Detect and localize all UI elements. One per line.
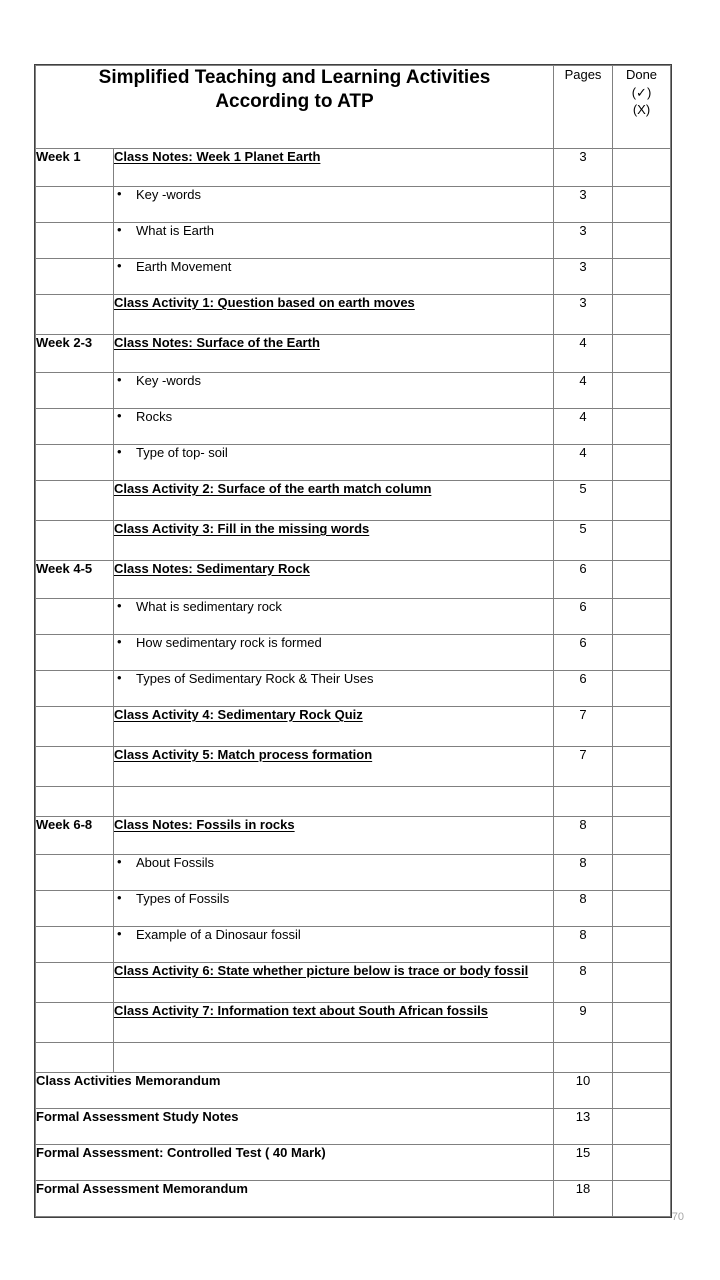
pages-cell: 8 <box>554 927 613 963</box>
done-column-header <box>613 66 671 149</box>
pages-cell: 8 <box>554 963 613 1003</box>
bullet-item: • Types of Sedimentary Rock & Their Uses <box>114 671 553 686</box>
pages-cell: 3 <box>554 295 613 335</box>
table-row <box>36 335 671 373</box>
page-number: 70 <box>671 1211 684 1223</box>
table-row <box>36 817 671 855</box>
table-row <box>36 787 671 817</box>
pages-cell: 5 <box>554 481 613 521</box>
bullet-item: • What is sedimentary rock <box>114 599 553 614</box>
topic-cell <box>114 373 554 409</box>
table-row <box>36 149 671 187</box>
pages-header-label: Pages <box>564 67 602 82</box>
pages-cell: 5 <box>554 521 613 561</box>
table-row <box>36 187 671 223</box>
table-row <box>36 1003 671 1043</box>
table-row <box>36 855 671 891</box>
table-row <box>36 481 671 521</box>
pages-cell: 10 <box>554 1073 613 1109</box>
done-checkbox-cell[interactable] <box>613 817 671 855</box>
table-row <box>36 445 671 481</box>
done-checkbox-cell[interactable] <box>613 1181 671 1217</box>
done-checkbox-cell[interactable] <box>613 671 671 707</box>
pages-cell: 6 <box>554 671 613 707</box>
table-row <box>36 561 671 599</box>
pages-cell: 8 <box>554 891 613 927</box>
bullet-item: • How sedimentary rock is formed <box>114 635 553 650</box>
activity-title: Class Activity 6: State whether picture below is trace or body fossil <box>114 963 529 978</box>
topic-cell <box>114 747 554 787</box>
week-cell: Week 1 <box>36 149 114 187</box>
topic-cell <box>114 481 554 521</box>
week-cell <box>36 373 114 409</box>
table-row <box>36 295 671 335</box>
done-checkbox-cell[interactable] <box>613 1145 671 1181</box>
week-cell <box>36 671 114 707</box>
bullet-item: • What is Earth <box>114 223 553 238</box>
done-checkbox-cell[interactable] <box>613 1003 671 1043</box>
pages-cell: 4 <box>554 409 613 445</box>
activity-title: Class Activity 1: Question based on earth moves <box>114 295 415 310</box>
table-row <box>36 599 671 635</box>
done-checkbox-cell[interactable] <box>613 481 671 521</box>
table-row <box>36 521 671 561</box>
pages-cell: 9 <box>554 1003 613 1043</box>
summary-row <box>36 1145 671 1181</box>
done-header-label: Done <box>625 67 658 82</box>
pages-cell: 7 <box>554 707 613 747</box>
summary-row <box>36 1181 671 1217</box>
topic-cell <box>114 1043 554 1073</box>
pages-cell: 6 <box>554 561 613 599</box>
week-cell <box>36 1043 114 1073</box>
done-checkbox-cell[interactable] <box>613 635 671 671</box>
topic-cell <box>114 187 554 223</box>
summary-label: Formal Assessment Study Notes <box>36 1109 554 1145</box>
table-title-cell <box>36 66 554 149</box>
topic-cell <box>114 335 554 373</box>
topic-cell <box>114 445 554 481</box>
week-cell <box>36 927 114 963</box>
topic-cell <box>114 927 554 963</box>
summary-row <box>36 1073 671 1109</box>
summary-label: Class Activities Memorandum <box>36 1073 554 1109</box>
table-row <box>36 259 671 295</box>
pages-cell: 3 <box>554 187 613 223</box>
topic-cell <box>114 963 554 1003</box>
done-checkbox-cell[interactable] <box>613 409 671 445</box>
bullet-item: • Key -words <box>114 187 553 202</box>
table-row <box>36 707 671 747</box>
topic-cell <box>114 223 554 259</box>
bullet-item: • Example of a Dinosaur fossil <box>114 927 553 942</box>
done-checkbox-cell[interactable] <box>613 561 671 599</box>
week-cell: Week 4-5 <box>36 561 114 599</box>
pages-cell: 8 <box>554 855 613 891</box>
week-cell <box>36 445 114 481</box>
done-checkbox-cell[interactable] <box>613 295 671 335</box>
bullet-item: • Earth Movement <box>114 259 553 274</box>
week-cell <box>36 855 114 891</box>
table-row <box>36 963 671 1003</box>
week-cell <box>36 223 114 259</box>
done-checkbox-cell[interactable] <box>613 521 671 561</box>
week-cell <box>36 259 114 295</box>
atp-activities-table <box>35 65 671 1217</box>
table-title-line2: According to ATP <box>215 90 374 112</box>
week-cell <box>36 891 114 927</box>
table-row <box>36 409 671 445</box>
summary-label: Formal Assessment Memorandum <box>36 1181 554 1217</box>
done-checkbox-cell[interactable] <box>613 335 671 373</box>
topic-cell <box>114 671 554 707</box>
pages-cell: 4 <box>554 335 613 373</box>
week-cell <box>36 187 114 223</box>
done-checkbox-cell[interactable] <box>613 599 671 635</box>
activity-title: Class Notes: Week 1 Planet Earth <box>114 149 321 164</box>
activity-title: Class Activity 2: Surface of the earth match column <box>114 481 432 496</box>
activity-title: Class Notes: Sedimentary Rock <box>114 561 310 576</box>
topic-cell <box>114 891 554 927</box>
table-row <box>36 671 671 707</box>
done-checkbox-cell[interactable] <box>613 373 671 409</box>
week-cell <box>36 635 114 671</box>
bullet-item: • Types of Fossils <box>114 891 553 906</box>
activity-title: Class Activity 3: Fill in the missing words <box>114 521 370 536</box>
pages-cell: 3 <box>554 223 613 259</box>
activity-title: Class Activity 5: Match process formation <box>114 747 373 762</box>
done-checkbox-cell[interactable] <box>613 963 671 1003</box>
topic-cell <box>114 817 554 855</box>
activity-title: Class Activity 7: Information text about South African fossils <box>114 1003 488 1018</box>
pages-cell: 4 <box>554 445 613 481</box>
done-checkbox-cell[interactable] <box>613 707 671 747</box>
week-cell: Week 2-3 <box>36 335 114 373</box>
week-cell <box>36 409 114 445</box>
done-tick-icon: (✓) <box>631 84 652 100</box>
table-title-line1: Simplified Teaching and Learning Activities <box>98 67 491 88</box>
table-row <box>36 1043 671 1073</box>
done-cross-icon: (X) <box>632 102 651 118</box>
topic-cell <box>114 409 554 445</box>
table-row <box>36 223 671 259</box>
pages-cell: 13 <box>554 1109 613 1145</box>
pages-column-header <box>554 66 613 149</box>
week-cell <box>36 1003 114 1043</box>
pages-cell: 15 <box>554 1145 613 1181</box>
week-cell <box>36 787 114 817</box>
week-cell <box>36 521 114 561</box>
done-checkbox-cell[interactable] <box>613 855 671 891</box>
week-cell <box>36 963 114 1003</box>
week-cell <box>36 747 114 787</box>
week-cell: Week 6-8 <box>36 817 114 855</box>
done-checkbox-cell[interactable] <box>613 1043 671 1073</box>
done-checkbox-cell[interactable] <box>613 787 671 817</box>
pages-cell: 7 <box>554 747 613 787</box>
pages-cell: 6 <box>554 599 613 635</box>
week-cell <box>36 707 114 747</box>
topic-cell <box>114 787 554 817</box>
activity-title: Class Notes: Surface of the Earth <box>114 335 320 350</box>
bullet-item: • Rocks <box>114 409 553 424</box>
done-checkbox-cell[interactable] <box>613 927 671 963</box>
bullet-item: • About Fossils <box>114 855 553 870</box>
topic-cell <box>114 599 554 635</box>
table-row <box>36 747 671 787</box>
done-checkbox-cell[interactable] <box>613 1073 671 1109</box>
table-row <box>36 891 671 927</box>
done-checkbox-cell[interactable] <box>613 747 671 787</box>
week-cell <box>36 481 114 521</box>
pages-cell: 8 <box>554 817 613 855</box>
topic-cell <box>114 561 554 599</box>
table-row <box>36 927 671 963</box>
table-header-row <box>36 66 671 149</box>
summary-row <box>36 1109 671 1145</box>
table-row <box>36 635 671 671</box>
done-checkbox-cell[interactable] <box>613 149 671 187</box>
pages-cell: 18 <box>554 1181 613 1217</box>
activity-title: Class Notes: Fossils in rocks <box>114 817 295 832</box>
topic-cell <box>114 1003 554 1043</box>
bullet-item: • Key -words <box>114 373 553 388</box>
done-checkbox-cell[interactable] <box>613 223 671 259</box>
table-row <box>36 373 671 409</box>
topic-cell <box>114 707 554 747</box>
activity-title: Class Activity 4: Sedimentary Rock Quiz <box>114 707 363 722</box>
week-cell <box>36 599 114 635</box>
done-checkbox-cell[interactable] <box>613 445 671 481</box>
done-checkbox-cell[interactable] <box>613 1109 671 1145</box>
pages-cell: 3 <box>554 149 613 187</box>
done-checkbox-cell[interactable] <box>613 259 671 295</box>
topic-cell <box>114 855 554 891</box>
topic-cell <box>114 295 554 335</box>
topic-cell <box>114 635 554 671</box>
done-checkbox-cell[interactable] <box>613 187 671 223</box>
summary-label: Formal Assessment: Controlled Test ( 40 Mark) <box>36 1145 554 1181</box>
pages-cell <box>554 787 613 817</box>
pages-cell <box>554 1043 613 1073</box>
bullet-item: • Type of top- soil <box>114 445 553 460</box>
topic-cell <box>114 521 554 561</box>
done-checkbox-cell[interactable] <box>613 891 671 927</box>
pages-cell: 3 <box>554 259 613 295</box>
topic-cell <box>114 149 554 187</box>
week-cell <box>36 295 114 335</box>
pages-cell: 6 <box>554 635 613 671</box>
topic-cell <box>114 259 554 295</box>
pages-cell: 4 <box>554 373 613 409</box>
